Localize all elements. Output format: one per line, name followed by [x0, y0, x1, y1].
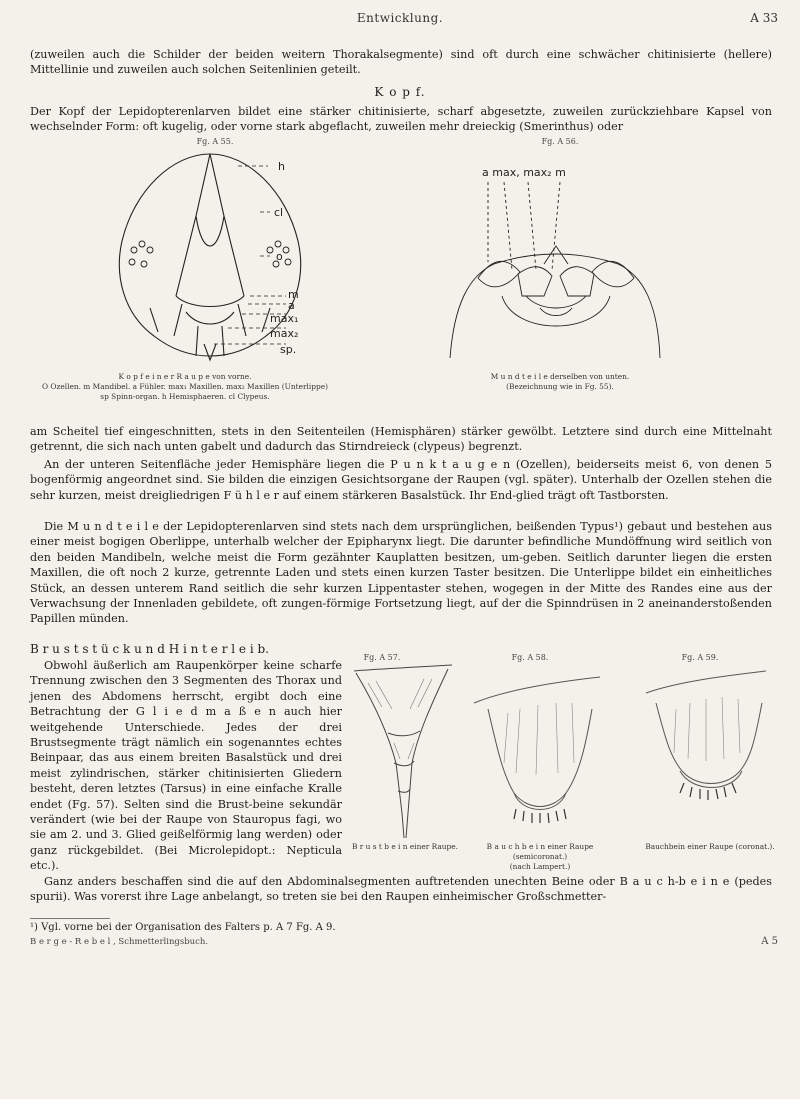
- fig55-caption-title: K o p f e i n e r R a u p e von vorne.: [118, 372, 252, 381]
- fig58-caption-source: (nach Lampert.): [509, 861, 571, 871]
- fig55-label-o: o: [276, 250, 283, 263]
- page-number: A 33: [750, 11, 778, 25]
- heading-brust: B r u s t s t ü c k u n d H i n t e r l e i b.: [30, 642, 269, 656]
- fig56-label: Fg. A 56.: [541, 137, 579, 146]
- fig55-caption: [40, 372, 330, 401]
- fig59-proleg-coronat: [640, 663, 770, 813]
- heading-kopf: K o p f.: [374, 85, 426, 99]
- fig57-caption: B r u s t b e i n einer Raupe.: [352, 842, 458, 851]
- footer-source: B e r g e - R e b e l , Schmetterlingsbuch.: [30, 937, 209, 947]
- fig56-annotation: a max, max₂ m: [482, 166, 566, 179]
- fig59-label: Fg. A 59.: [681, 653, 719, 662]
- footnote-divider: [30, 918, 110, 919]
- paragraph-kopf: Der Kopf der Lepidopterenlarven bildet eine stärker chitinisierte, scharf abgesetzte, zuweilen zurückziehbare Kapsel von wechselnder Form: oft kugelig, oder vorne stark abgeflacht, zuweilen mehr dreieckig (Smerinthus) oder: [30, 105, 772, 134]
- fig58-label: Fg. A 58.: [511, 653, 549, 662]
- running-header: Entwicklung.: [356, 11, 444, 25]
- paragraph-punktaugen: An der unteren Seitenfläche jeder Hemisphäre liegen die P u n k t a u g e n (Ozellen), beiderseits meist 6, von denen 5 bogenförmig angeordnet sind. Sie bilden die einzigen Gesichtsorgane der Raupen (vgl. später). Unterhalb der Ozellen stehen die sehr kurzen, meist dreigliedrigen F ü h l e r auf einem stärkeren Basalstück. Ihr End-glied trägt oft Tastborsten.: [30, 458, 772, 502]
- fig55-label-h: h: [278, 160, 285, 173]
- fig55-caption-text: O Ozellen. m Mandibel. a Fühler. max₁ Maxillen. max₂ Maxillen (Unterlippe) sp Spinn-organ. h Hemisphaeren. cl Clypeus.: [42, 381, 328, 401]
- fig57-thoracic-leg: [348, 663, 458, 843]
- fig58-caption-text: B a u c h b e i n einer Raupe (semicoronat.): [486, 842, 594, 861]
- fig55-label-cl: cl: [274, 206, 284, 219]
- paragraph-brustbeine: Obwohl äußerlich am Raupenkörper keine scharfe Trennung zwischen den 3 Segmenten des Thorax und jenen des Abdomens herrscht, ergibt doch eine Betrachtung der G l i e d m a ß e n auch hier weitgehende Unterschiede. Jedes der drei Brustsegmente trägt nämlich ein sogenanntes echtes Beinpaar, das aus einem breiten Basalstück und drei meist zylindrischen, stärker chitinisierten Gliedern besteht, deren letztes (Tarsus) in eine einfache Kralle endet (Fg. 57). Selten sind die Brust-beine sekundär verändert (wie bei der Raupe von Stauropus fagi, wo sie am 2. und 3. Glied geißelförmig lang werden) oder ganz rückgebildet. (Bei Microlepidopt.: Nepticula etc.).: [30, 659, 342, 873]
- fig55-label-sp: sp.: [280, 343, 297, 356]
- fig55-label-max2: max₂: [270, 327, 299, 340]
- paragraph-mundteile: Die M u n d t e i l e der Lepidopterenlarven sind stets nach dem ursprünglichen, beißenden Typus¹) gebaut und bestehen aus einer meist bogigen Oberlippe, unterhalb welcher der Epipharynx liegt. Die darunter befindliche Mundöffnung wird seitlich von den beiden Mandibeln, welche meist die Form gezähnter Kauplatten besitzen, um-geben. Seitlich darunter liegen die ersten Maxillen, die oft noch 2 kurze, getrennte Laden und stets einen kurzen Taster besitzen. Die Unterlippe bildet ein einheitliches Stück, an dessen unterem Rand seitlich die sehr kurzen Lippentaster stehen, wogegen in der Mitte des Randes eine aus der Verwachsung der Innenladen gebildete, oft zungen-förmige Fortsetzung liegt, auf der die Spinndrüsen in 2 aneinanderstoßenden Papillen münden.: [30, 520, 772, 626]
- fig56-caption-title: M u n d t e i l e derselben von unten.: [490, 372, 630, 381]
- fig56-mouthparts-diagram: [448, 146, 663, 361]
- fig56-caption: [440, 372, 680, 392]
- fig55-label: Fg. A 55.: [196, 137, 234, 146]
- fig55-label-max1: max₁: [270, 312, 299, 325]
- fig55-head-diagram: [110, 146, 310, 366]
- footnote: ¹) Vgl. vorne bei der Organisation des Falters p. A 7 Fg. A 9.: [30, 922, 336, 933]
- paragraph-bauchbeine: Ganz anders beschaffen sind die auf den Abdominalsegmenten auftretenden unechten Beine oder B a u c h-b e i n e (pedes spurii). Was vorerst ihre Lage anbelangt, so treten sie bei den Raupen einheimischer Großschmetter-: [30, 875, 772, 904]
- fig58-proleg-semicoronat: [468, 663, 608, 838]
- fig58-caption: [470, 842, 610, 871]
- paragraph-scheitel: am Scheitel tief eingeschnitten, stets in den Seitenteilen (Hemisphären) stärker gewölbt. Letztere sind durch eine Mittelnaht getrennt, die sich nach unten gabelt und dadurch das Stirndreieck (clypeus) begrenzt.: [30, 425, 772, 454]
- fig55-label-m: m: [288, 288, 299, 301]
- paragraph-intro: (zuweilen auch die Schilder der beiden weitern Thorakalsegmente) sind oft durch eine schwächer chitinisierte (hellere) Mittellinie und zuweilen auch solchen Seitenlinien geteilt.: [30, 48, 772, 77]
- fig55-label-a: a: [288, 299, 295, 312]
- fig57-label: Fg. A 57.: [363, 653, 401, 662]
- footer-signature: A 5: [761, 936, 778, 947]
- fig56-caption-text: (Bezeichnung wie in Fg. 55).: [506, 381, 614, 391]
- fig59-caption: Bauchbein einer Raupe (coronat.).: [645, 842, 775, 851]
